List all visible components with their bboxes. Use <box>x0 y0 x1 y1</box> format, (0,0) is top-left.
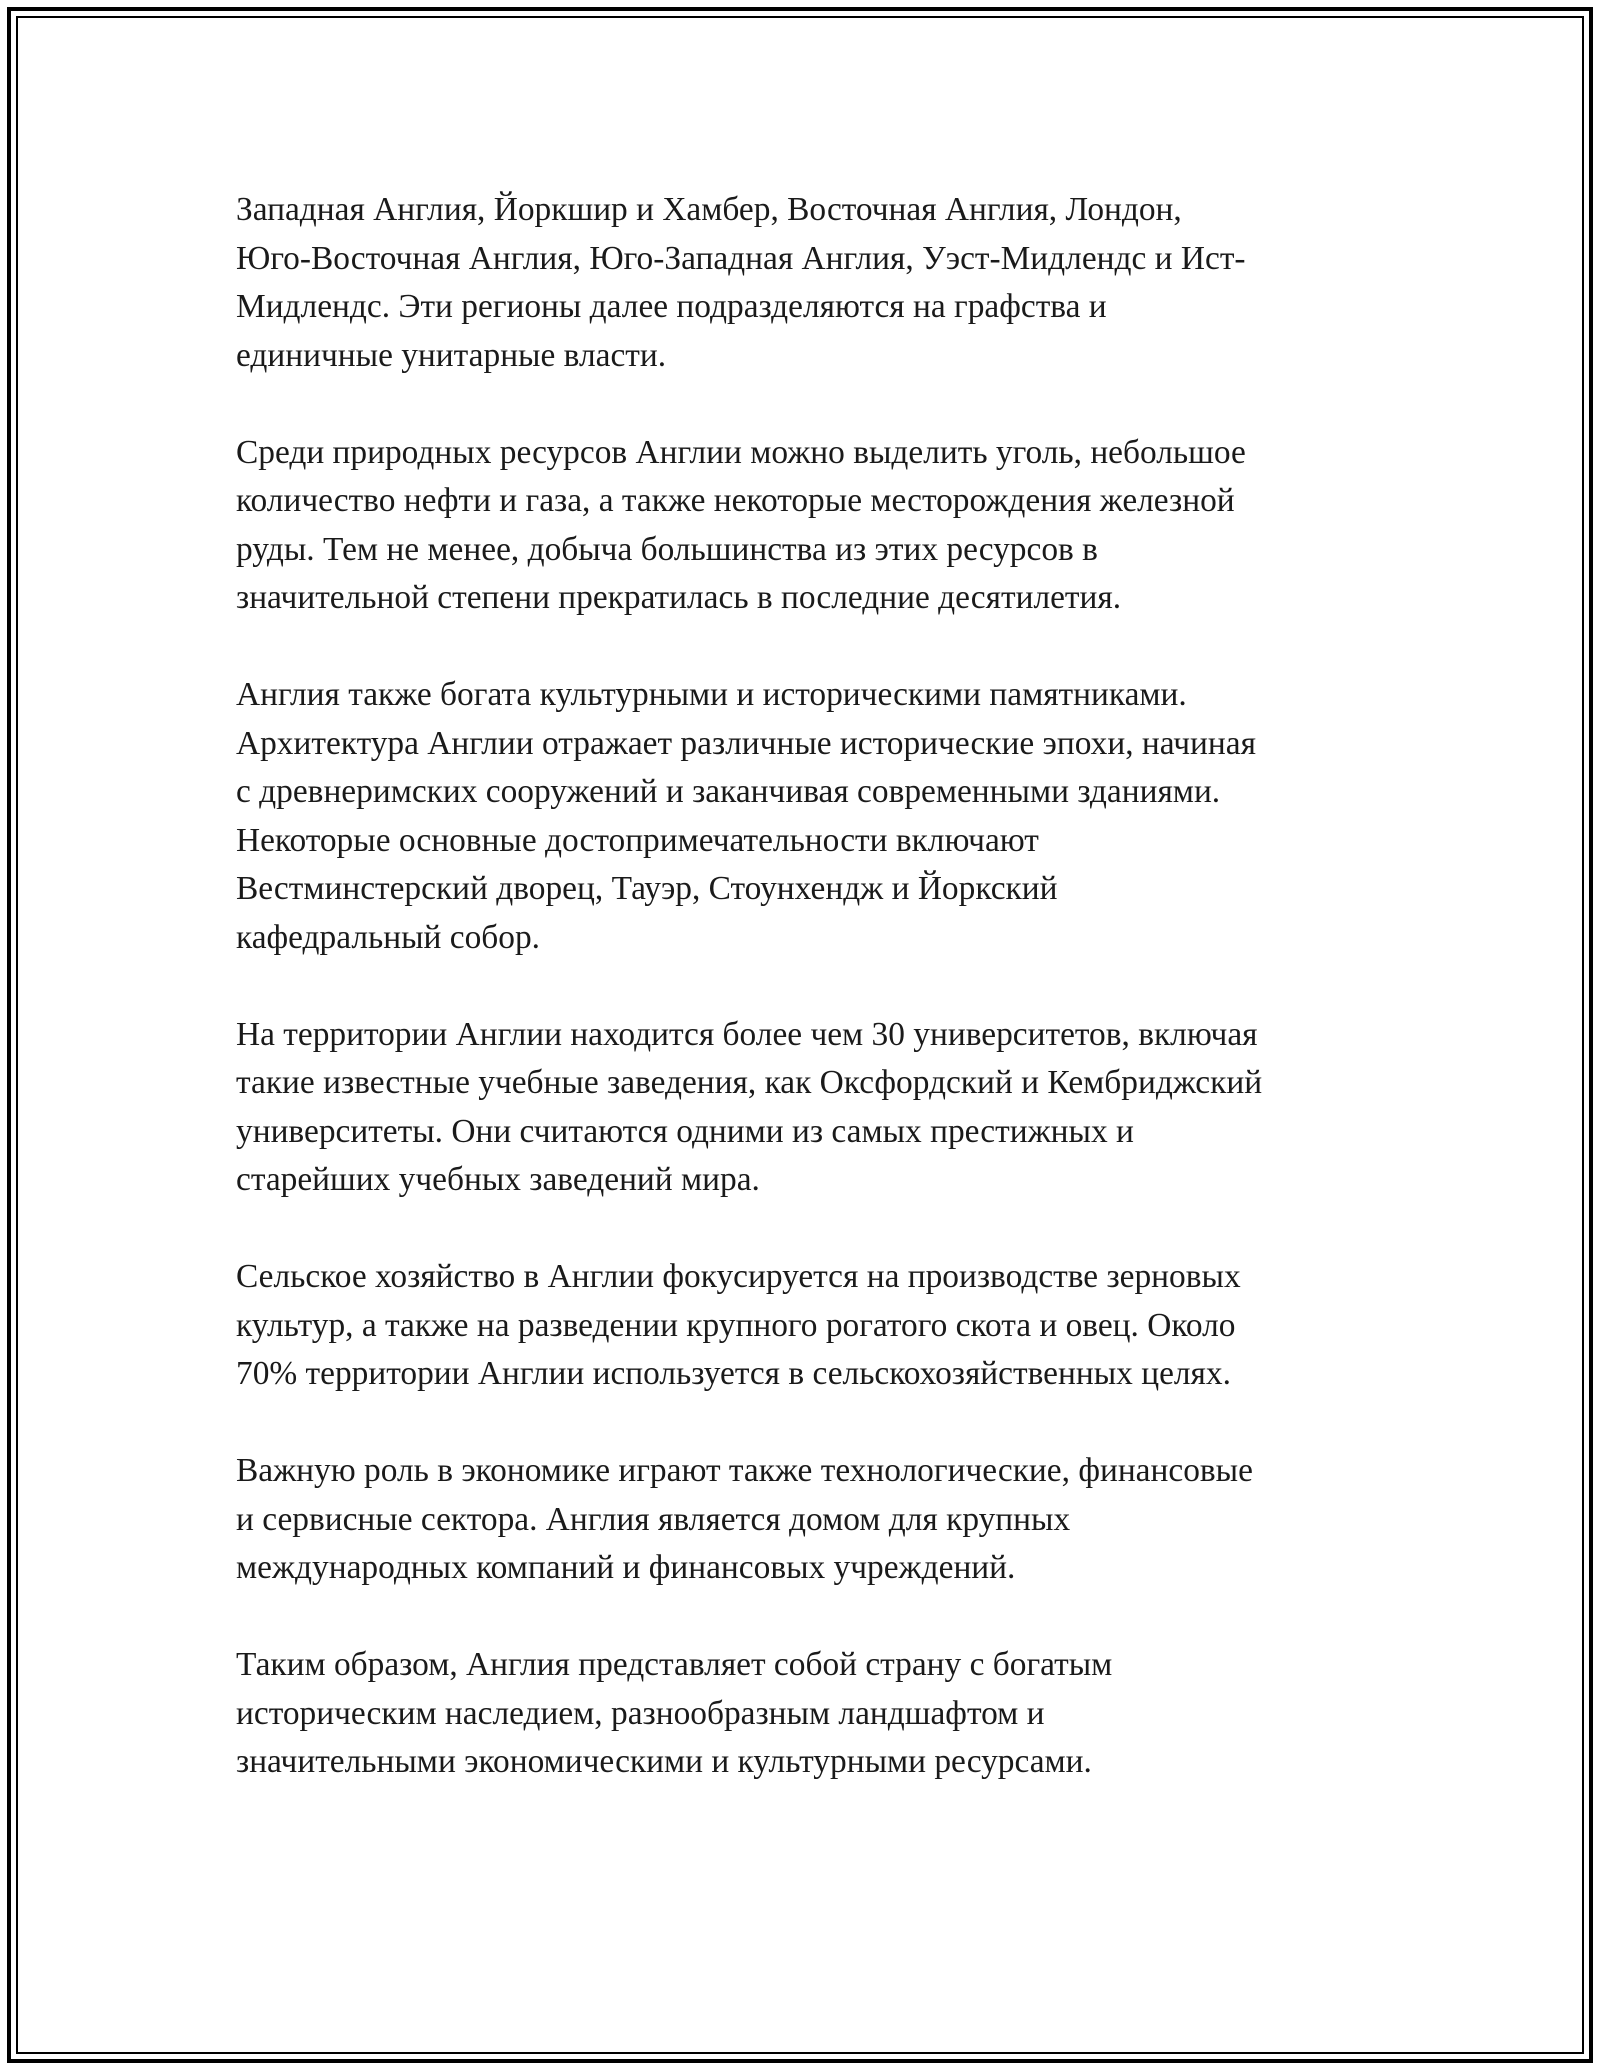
text-line: единичные унитарные власти. <box>236 336 667 374</box>
document-body <box>236 186 1386 1787</box>
text-line: Англия также богата культурными и историческими памятниками. <box>236 676 1187 713</box>
paragraph-culture-history <box>236 671 1386 962</box>
text-line: Среди природных ресурсов Англии можно выделить уголь, небольшое <box>236 433 1246 471</box>
text-line: старейших учебных заведений мира. <box>236 1161 760 1198</box>
paragraph-universities <box>236 1011 1386 1205</box>
text-line: значительной степени прекратилась в последние десятилетия. <box>236 579 1122 616</box>
text-line: 70% территории Англии используется в сельскохозяйственных целях. <box>236 1355 1231 1392</box>
text-line: с древнеримских сооружений и заканчивая современными зданиями. <box>236 773 1221 810</box>
text-line: кафедральный собор. <box>236 918 541 956</box>
text-line: и сервисные сектора. Англия является домом для крупных <box>236 1500 1071 1538</box>
text-line: На территории Англии находится более чем 30 университетов, включая <box>236 1015 1258 1053</box>
text-line: Юго-Восточная Англия, Юго-Западная Англия, Уэст-Мидлендс и Ист- <box>236 239 1246 277</box>
paragraph-conclusion <box>236 1641 1386 1787</box>
text-line: историческим наследием, разнообразным ландшафтом и <box>236 1694 1045 1732</box>
paragraph-agriculture <box>236 1253 1386 1399</box>
paragraph-regions <box>236 186 1386 380</box>
text-line: такие известные учебные заведения, как Оксфордский и Кембриджский <box>236 1064 1263 1101</box>
text-line: Мидлендс. Эти регионы далее подразделяются на графства и <box>236 288 1107 325</box>
text-line: руды. Тем не менее, добыча большинства из этих ресурсов в <box>236 530 1098 568</box>
text-line: Архитектура Англии отражает различные исторические эпохи, начиная <box>236 724 1256 762</box>
text-line: Западная Англия, Йоркшир и Хамбер, Восточная Англия, Лондон, <box>236 191 1182 228</box>
paragraph-economy <box>236 1447 1386 1593</box>
text-line: Таким образом, Англия представляет собой страну с богатым <box>236 1646 1113 1683</box>
text-line: университеты. Они считаются одними из самых престижных и <box>236 1112 1134 1150</box>
text-line: Важную роль в экономике играют также технологические, финансовые <box>236 1452 1253 1489</box>
text-line: значительными экономическими и культурными ресурсами. <box>236 1743 1092 1780</box>
text-line: культур, а также на разведении крупного рогатого скота и овец. Около <box>236 1306 1236 1344</box>
text-line: Некоторые основные достопримечательности включают <box>236 821 1039 859</box>
paragraph-natural-resources <box>236 429 1386 623</box>
text-line: количество нефти и газа, а также некоторые месторождения железной <box>236 482 1235 519</box>
text-line: международных компаний и финансовых учреждений. <box>236 1549 1016 1586</box>
text-line: Сельское хозяйство в Англии фокусируется на производстве зерновых <box>236 1258 1241 1295</box>
text-line: Вестминстерский дворец, Тауэр, Стоунхендж и Йоркский <box>236 870 1058 907</box>
